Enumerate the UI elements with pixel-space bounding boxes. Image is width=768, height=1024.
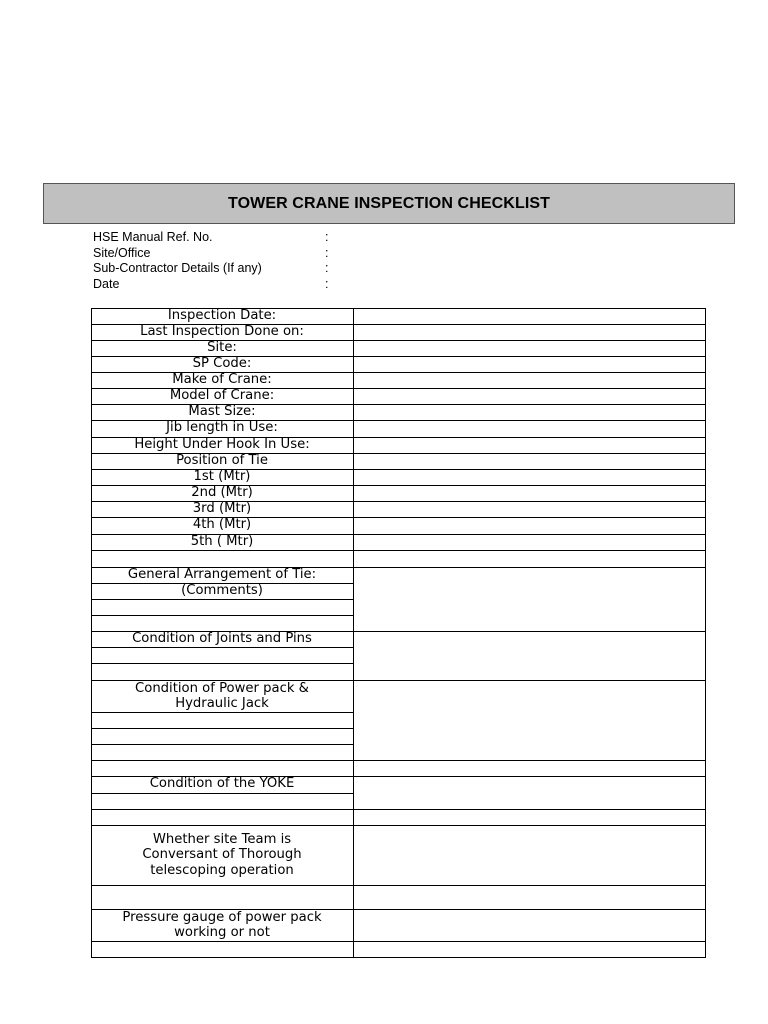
row-line-left bbox=[91, 663, 353, 664]
table-border-right bbox=[705, 308, 706, 958]
label-tie-1st: 1st (Mtr) bbox=[193, 469, 251, 484]
row-line bbox=[91, 550, 706, 551]
label-last-inspection: Last Inspection Done on: bbox=[140, 324, 304, 339]
date-row bbox=[93, 277, 353, 293]
header-info-block bbox=[93, 230, 353, 292]
label-site-team bbox=[91, 825, 353, 885]
site-office-row bbox=[93, 246, 353, 262]
label-height-under-hook: Height Under Hook In Use: bbox=[134, 437, 310, 452]
row-line bbox=[91, 957, 706, 958]
hse-manual-ref-colon: : bbox=[325, 230, 329, 244]
row-line-left bbox=[91, 793, 353, 794]
sub-contractor-label: Sub-Contractor Details (If any) bbox=[93, 261, 262, 275]
label-yoke: Condition of the YOKE bbox=[149, 776, 295, 791]
document-title: TOWER CRANE INSPECTION CHECKLIST bbox=[227, 194, 551, 212]
label-site-team-line1: Whether site Team is bbox=[152, 831, 292, 847]
row-line-left bbox=[91, 712, 353, 713]
label-site-team-line2: Conversant of Thorough bbox=[142, 847, 302, 863]
label-model-of-crane: Model of Crane: bbox=[169, 388, 275, 403]
row-line bbox=[91, 760, 706, 761]
label-power-pack-line2: Hydraulic Jack bbox=[175, 696, 269, 711]
label-site: Site: bbox=[207, 340, 237, 355]
label-pressure-gauge-line2: working or not bbox=[174, 925, 270, 940]
label-sp-code: SP Code: bbox=[192, 356, 252, 371]
label-site-team-line3: telescoping operation bbox=[150, 862, 294, 878]
row-line bbox=[91, 809, 706, 810]
label-tie-3rd: 3rd (Mtr) bbox=[192, 501, 252, 516]
row-line-left bbox=[91, 615, 353, 616]
label-mast-size: Mast Size: bbox=[188, 404, 256, 419]
date-colon: : bbox=[325, 276, 329, 291]
row-line-left bbox=[91, 647, 353, 648]
inspection-checklist-table bbox=[91, 308, 706, 958]
label-tie-5th: 5th ( Mtr) bbox=[190, 534, 254, 549]
label-inspection-date: Inspection Date: bbox=[167, 308, 277, 323]
label-power-pack-line1: Condition of Power pack & bbox=[135, 680, 309, 696]
document-title-banner bbox=[43, 183, 735, 224]
label-comments: (Comments) bbox=[181, 583, 263, 598]
date-label: Date bbox=[93, 276, 120, 291]
label-tie-4th: 4th (Mtr) bbox=[192, 517, 252, 532]
sub-contractor-row bbox=[93, 261, 353, 277]
label-power-pack bbox=[91, 680, 353, 712]
row-line-left bbox=[91, 599, 353, 600]
label-jib-length: Jib length in Use: bbox=[166, 420, 278, 435]
table-column-divider bbox=[353, 308, 354, 958]
hse-manual-ref-label: HSE Manual Ref. No. bbox=[93, 230, 213, 244]
hse-manual-ref-row bbox=[93, 230, 353, 246]
row-line bbox=[91, 885, 706, 886]
label-general-arrangement: General Arrangement of Tie: bbox=[127, 567, 317, 582]
label-position-of-tie: Position of Tie bbox=[176, 453, 268, 468]
label-pressure-gauge-line1: Pressure gauge of power pack bbox=[122, 909, 322, 925]
label-make-of-crane: Make of Crane: bbox=[172, 372, 272, 387]
row-line bbox=[91, 941, 706, 942]
label-tie-2nd: 2nd (Mtr) bbox=[191, 485, 253, 500]
row-line-left bbox=[91, 728, 353, 729]
row-line-left bbox=[91, 744, 353, 745]
sub-contractor-colon: : bbox=[325, 261, 329, 275]
site-office-colon: : bbox=[325, 245, 329, 260]
label-joints-and-pins: Condition of Joints and Pins bbox=[132, 631, 312, 646]
label-pressure-gauge bbox=[91, 909, 353, 941]
site-office-label: Site/Office bbox=[93, 245, 151, 260]
